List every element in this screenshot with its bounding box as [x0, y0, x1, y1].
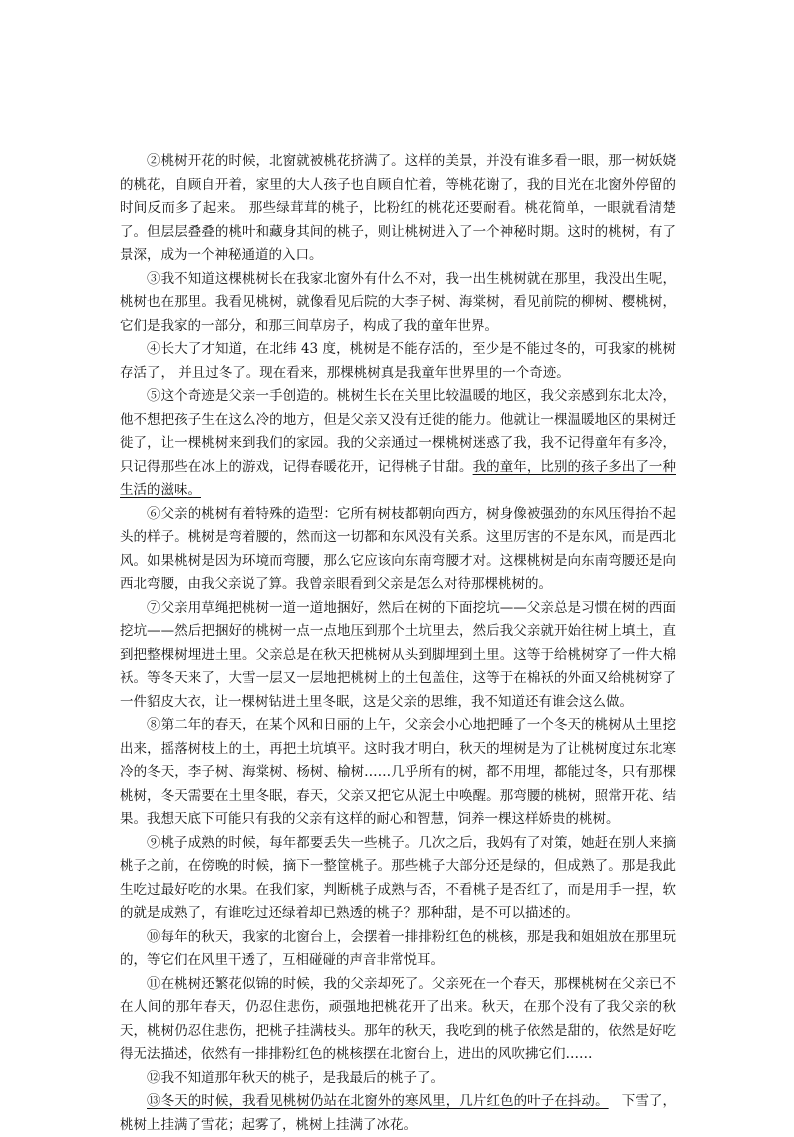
- paragraph-8-text: ⑧第二年的春天，在某个风和日丽的上午，父亲会小心地把睡了一个冬天的桃树从土里挖出来，摇落树枝上的土，再把土坑填平。这时我才明白，秋天的埋树是为了让桃树度过东北寒冷的冬天，李子树、海棠树、杨树、榆树……几乎所有的树，都不用埋，都能过冬，只有那棵桃树，冬天需要在土里冬眠，春天，父亲又把它从泥土中唤醒。那弯腰的桃树，照常开花、结果。我想天底下可能只有我的父亲有这样的耐心和智慧，饲养一棵这样娇贵的桃树。: [120, 717, 676, 827]
- paragraph-6-text: ⑥父亲的桃树有着特殊的造型：它所有树枝都朝向西方，树身像被强劲的东风压得抬不起头的样子。桃树是弯着腰的，然而这一切都和东风没有关系。这里厉害的不是东风，而是西北风。如果桃树是因为环境而弯腰，那么它应该向东南弯腰才对。这棵桃树是向东南弯腰还是向西北弯腰，由我父亲说了算。我曾亲眼看到父亲是怎么对待那棵桃树的。: [120, 505, 676, 592]
- paragraph-10-text: ⑩每年的秋天，我家的北窗台上，会摆着一排排粉红色的桃核，那是我和姐姐放在那里玩的，等它们在风里干透了，互相碰碰的声音非常悦耳。: [120, 928, 676, 968]
- paragraph-8: [120, 714, 676, 832]
- paragraph-2: [120, 150, 676, 268]
- paragraph-6: [120, 503, 676, 597]
- paragraph-4-text: ④长大了才知道，在北纬 43 度，桃树是不能存活的，至少是不能过冬的，可我家的桃树存活了， 并且过冬了。现在看来，那棵桃树真是我童年世界里的一个奇迹。: [120, 341, 676, 381]
- paragraph-12-text: ⑫我不知道那年秋天的桃子，是我最后的桃子了。: [147, 1069, 444, 1086]
- paragraph-4: [120, 338, 676, 385]
- paragraph-5: [120, 385, 676, 503]
- paragraph-13-underlined-sentence: ⑬冬天的时候，我看见桃树仍站在北窗外的寒风里，几片红色的叶子在抖动。: [147, 1093, 609, 1109]
- article-body: [120, 150, 676, 1137]
- paragraph-3: [120, 268, 676, 339]
- paragraph-5-underlined-sentence: 我的童年，比别的孩子多出了一种生活的滋味。: [120, 458, 676, 498]
- paragraph-13: [120, 1090, 676, 1137]
- paragraph-13-text: 下雪了，桃树上挂满了雪花；起雾了，桃树上挂满了冰花。: [120, 1093, 676, 1133]
- paragraph-3-text: ③我不知道这棵桃树长在我家北窗外有什么不对，我一出生桃树就在那里，我没出生呢，桃树也在那里。我看见桃树，就像看见后院的大李子树、海棠树，看见前院的柳树、樱桃树，它们是我家的一部分，和那三间草房子，构成了我的童年世界。: [120, 270, 676, 334]
- paragraph-10: [120, 926, 676, 973]
- paragraph-7: [120, 597, 676, 715]
- paragraph-11: [120, 973, 676, 1067]
- paragraph-12: [120, 1067, 676, 1091]
- paragraph-2-text: ②桃树开花的时候，北窗就被桃花挤满了。这样的美景，并没有谁多看一眼，那一树妖娆的桃花，自顾自开着，家里的大人孩子也自顾自忙着，等桃花谢了，我的目光在北窗外停留的时间反而多了起来。 那些绿茸茸的桃子，比粉红的桃花还要耐看。桃花简单，一眼就看清楚了。但层层叠叠的桃叶和藏身其间的桃子，则让桃树进入了一个神秘时期。这时的桃树，有了景深，成为一个神秘通道的入口。: [120, 153, 676, 263]
- paragraph-13-gap: [609, 1093, 622, 1109]
- paragraph-9: [120, 832, 676, 926]
- paragraph-9-text: ⑨桃子成熟的时候，每年都要丢失一些桃子。几次之后，我妈有了对策，她赶在别人来摘桃子之前，在傍晚的时候，摘下一整筐桃子。那些桃子大部分还是绿的，但成熟了。那是我此生吃过最好吃的水果。在我们家，判断桃子成熟与否，不看桃子是否红了，而是用手一捏，软的就是成熟了，有谁吃过还绿着却已熟透的桃子？那种甜，是不可以描述的。: [120, 834, 676, 921]
- paragraph-5-text: ⑤这个奇迹是父亲一手创造的。桃树生长在关里比较温暖的地区，我父亲感到东北太冷，他不想把孩子生在这么冷的地方，但是父亲又没有迁徙的能力。他就让一棵温暖地区的果树迁徙了，让一棵桃树来到我们的家园。我的父亲通过一棵桃树迷惑了我，我不记得童年有多冷，只记得那些在冰上的游戏，记得春暖花开，记得桃子甘甜。: [120, 388, 676, 475]
- paragraph-11-text: ⑪在桃树还繁花似锦的时候，我的父亲却死了。父亲死在一个春天，那棵桃树在父亲已不在人间的那年春天，仍忍住悲伤，顽强地把桃花开了出来。秋天，在那个没有了我父亲的秋天，桃树仍忍住悲伤，把桃子挂满枝头。那年的秋天，我吃到的桃子依然是甜的，依然是好吃得无法描述，依然有一排排粉红色的桃核摆在北窗台上，进出的风吹拂它们……: [120, 975, 676, 1062]
- paragraph-7-text: ⑦父亲用草绳把桃树一道一道地捆好，然后在树的下面挖坑——父亲总是习惯在树的西面挖坑——然后把捆好的桃树一点一点地压到那个土坑里去，然后我父亲就开始往树上填土，直到把整棵树埋进土里。父亲总是在秋天把桃树从头到脚埋到土里。这等于给桃树穿了一件大棉袄。等冬天来了，大雪一层又一层地把桃树上的土包盖住，这等于在棉袄的外面又给桃树穿了一件貂皮大衣，让一棵树钻进土里冬眠，这是父亲的思维，我不知道还有谁会这么做。: [120, 599, 676, 710]
